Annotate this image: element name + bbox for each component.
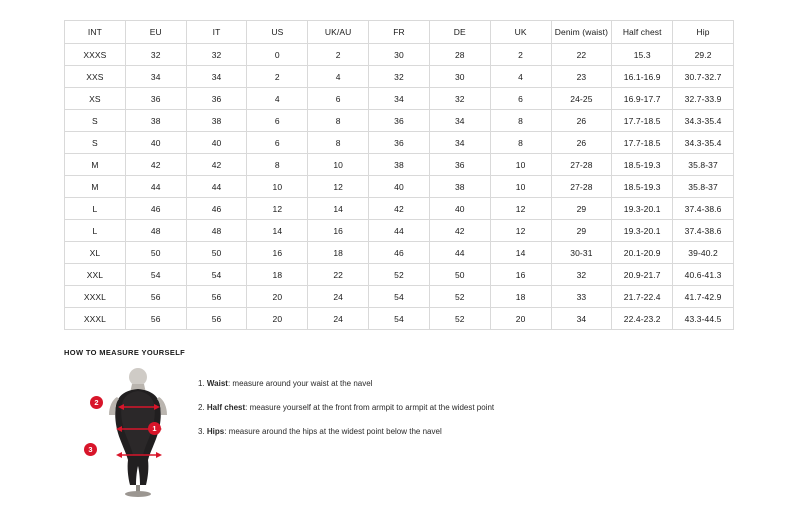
cell-it: 56 bbox=[186, 308, 247, 330]
cell-fr: 44 bbox=[369, 220, 430, 242]
measure-badge-1: 1 bbox=[148, 422, 161, 435]
cell-it: 34 bbox=[186, 66, 247, 88]
cell-us: 20 bbox=[247, 308, 308, 330]
cell-it: 50 bbox=[186, 242, 247, 264]
cell-it: 48 bbox=[186, 220, 247, 242]
cell-uk-au: 8 bbox=[308, 132, 369, 154]
cell-eu: 56 bbox=[125, 286, 186, 308]
column-header-denim-waist: Denim (waist) bbox=[551, 21, 612, 44]
cell-fr: 40 bbox=[369, 176, 430, 198]
cell-denim-waist: 24-25 bbox=[551, 88, 612, 110]
cell-us: 6 bbox=[247, 132, 308, 154]
cell-uk: 6 bbox=[490, 88, 551, 110]
cell-denim-waist: 23 bbox=[551, 66, 612, 88]
cell-eu: 36 bbox=[125, 88, 186, 110]
measure-note-term: Hips bbox=[206, 426, 225, 436]
cell-it: 36 bbox=[186, 88, 247, 110]
mannequin-illustration bbox=[92, 367, 184, 497]
cell-us: 2 bbox=[247, 66, 308, 88]
cell-eu: 38 bbox=[125, 110, 186, 132]
mannequin-figure-container bbox=[64, 367, 184, 497]
column-header-int: INT bbox=[65, 21, 126, 44]
cell-int: XXXL bbox=[65, 286, 126, 308]
table-row bbox=[65, 176, 734, 198]
cell-uk-au: 10 bbox=[308, 154, 369, 176]
measure-note-hips bbox=[198, 427, 494, 438]
cell-uk-au: 24 bbox=[308, 308, 369, 330]
column-header-eu: EU bbox=[125, 21, 186, 44]
measure-note-text: : measure yourself at the front from armpit to armpit at the widest point bbox=[245, 402, 495, 412]
cell-us: 0 bbox=[247, 44, 308, 66]
cell-de: 42 bbox=[429, 220, 490, 242]
cell-it: 54 bbox=[186, 264, 247, 286]
cell-uk: 12 bbox=[490, 220, 551, 242]
cell-de: 34 bbox=[429, 132, 490, 154]
cell-denim-waist: 33 bbox=[551, 286, 612, 308]
cell-eu: 40 bbox=[125, 132, 186, 154]
cell-it: 40 bbox=[186, 132, 247, 154]
cell-hip: 37.4-38.6 bbox=[673, 198, 734, 220]
cell-de: 32 bbox=[429, 88, 490, 110]
cell-it: 38 bbox=[186, 110, 247, 132]
cell-de: 30 bbox=[429, 66, 490, 88]
cell-hip: 35.8-37 bbox=[673, 176, 734, 198]
table-row bbox=[65, 132, 734, 154]
cell-hip: 40.6-41.3 bbox=[673, 264, 734, 286]
cell-denim-waist: 29 bbox=[551, 198, 612, 220]
cell-int: XL bbox=[65, 242, 126, 264]
cell-half-chest: 16.9-17.7 bbox=[612, 88, 673, 110]
table-row bbox=[65, 44, 734, 66]
cell-half-chest: 20.1-20.9 bbox=[612, 242, 673, 264]
cell-uk-au: 8 bbox=[308, 110, 369, 132]
size-chart-table bbox=[64, 20, 734, 330]
cell-fr: 46 bbox=[369, 242, 430, 264]
cell-eu: 32 bbox=[125, 44, 186, 66]
table-row bbox=[65, 264, 734, 286]
cell-de: 52 bbox=[429, 308, 490, 330]
cell-fr: 54 bbox=[369, 308, 430, 330]
measure-note-half-chest bbox=[198, 403, 494, 414]
cell-hip: 39-40.2 bbox=[673, 242, 734, 264]
cell-uk-au: 14 bbox=[308, 198, 369, 220]
table-row bbox=[65, 66, 734, 88]
measure-badge-2: 2 bbox=[90, 396, 103, 409]
cell-uk: 10 bbox=[490, 176, 551, 198]
cell-de: 34 bbox=[429, 110, 490, 132]
table-body bbox=[65, 44, 734, 330]
cell-hip: 34.3-35.4 bbox=[673, 110, 734, 132]
cell-fr: 36 bbox=[369, 132, 430, 154]
measure-note-waist bbox=[198, 379, 494, 390]
cell-int: S bbox=[65, 132, 126, 154]
column-header-uk: UK bbox=[490, 21, 551, 44]
cell-eu: 46 bbox=[125, 198, 186, 220]
cell-uk-au: 16 bbox=[308, 220, 369, 242]
table-row bbox=[65, 198, 734, 220]
cell-uk-au: 22 bbox=[308, 264, 369, 286]
table-row bbox=[65, 88, 734, 110]
cell-us: 14 bbox=[247, 220, 308, 242]
measure-notes-list bbox=[198, 367, 494, 450]
cell-int: XXXS bbox=[65, 44, 126, 66]
cell-fr: 42 bbox=[369, 198, 430, 220]
cell-hip: 34.3-35.4 bbox=[673, 132, 734, 154]
cell-int: XXXL bbox=[65, 308, 126, 330]
cell-uk-au: 12 bbox=[308, 176, 369, 198]
cell-half-chest: 17.7-18.5 bbox=[612, 132, 673, 154]
cell-denim-waist: 26 bbox=[551, 132, 612, 154]
cell-us: 18 bbox=[247, 264, 308, 286]
cell-half-chest: 21.7-22.4 bbox=[612, 286, 673, 308]
cell-uk-au: 6 bbox=[308, 88, 369, 110]
table-header bbox=[65, 21, 734, 44]
cell-eu: 44 bbox=[125, 176, 186, 198]
table-row bbox=[65, 154, 734, 176]
cell-uk-au: 18 bbox=[308, 242, 369, 264]
measure-note-number: 2. bbox=[198, 402, 205, 412]
table-row bbox=[65, 308, 734, 330]
cell-hip: 43.3-44.5 bbox=[673, 308, 734, 330]
cell-half-chest: 19.3-20.1 bbox=[612, 198, 673, 220]
cell-eu: 56 bbox=[125, 308, 186, 330]
table-row bbox=[65, 286, 734, 308]
cell-int: S bbox=[65, 110, 126, 132]
cell-half-chest: 22.4-23.2 bbox=[612, 308, 673, 330]
cell-int: L bbox=[65, 220, 126, 242]
cell-uk: 4 bbox=[490, 66, 551, 88]
cell-denim-waist: 32 bbox=[551, 264, 612, 286]
measure-note-text: : measure around your waist at the navel bbox=[227, 379, 373, 388]
cell-int: XXL bbox=[65, 264, 126, 286]
cell-eu: 50 bbox=[125, 242, 186, 264]
column-header-fr: FR bbox=[369, 21, 430, 44]
measure-note-text: : measure around the hips at the widest point below the navel bbox=[224, 426, 442, 436]
how-to-measure-title: HOW TO MEASURE YOURSELF bbox=[64, 348, 186, 357]
cell-denim-waist: 34 bbox=[551, 308, 612, 330]
cell-denim-waist: 22 bbox=[551, 44, 612, 66]
table-row bbox=[65, 110, 734, 132]
cell-us: 20 bbox=[247, 286, 308, 308]
cell-fr: 38 bbox=[369, 154, 430, 176]
cell-hip: 30.7-32.7 bbox=[673, 66, 734, 88]
cell-de: 44 bbox=[429, 242, 490, 264]
cell-half-chest: 18.5-19.3 bbox=[612, 176, 673, 198]
cell-half-chest: 16.1-16.9 bbox=[612, 66, 673, 88]
cell-us: 4 bbox=[247, 88, 308, 110]
column-header-us: US bbox=[247, 21, 308, 44]
cell-uk: 18 bbox=[490, 286, 551, 308]
cell-it: 56 bbox=[186, 286, 247, 308]
cell-us: 6 bbox=[247, 110, 308, 132]
cell-de: 40 bbox=[429, 198, 490, 220]
cell-uk-au: 2 bbox=[308, 44, 369, 66]
cell-denim-waist: 27-28 bbox=[551, 154, 612, 176]
cell-int: L bbox=[65, 198, 126, 220]
cell-int: XXS bbox=[65, 66, 126, 88]
measure-note-term: Half chest bbox=[206, 402, 246, 412]
cell-us: 12 bbox=[247, 198, 308, 220]
cell-denim-waist: 27-28 bbox=[551, 176, 612, 198]
cell-half-chest: 19.3-20.1 bbox=[612, 220, 673, 242]
cell-de: 52 bbox=[429, 286, 490, 308]
cell-it: 44 bbox=[186, 176, 247, 198]
cell-eu: 34 bbox=[125, 66, 186, 88]
cell-int: XS bbox=[65, 88, 126, 110]
measure-badge-3: 3 bbox=[84, 443, 97, 456]
cell-eu: 48 bbox=[125, 220, 186, 242]
cell-hip: 32.7-33.9 bbox=[673, 88, 734, 110]
cell-uk-au: 24 bbox=[308, 286, 369, 308]
cell-denim-waist: 29 bbox=[551, 220, 612, 242]
column-header-hip: Hip bbox=[673, 21, 734, 44]
column-header-it: IT bbox=[186, 21, 247, 44]
how-to-measure-section bbox=[64, 348, 734, 497]
cell-fr: 36 bbox=[369, 110, 430, 132]
cell-fr: 34 bbox=[369, 88, 430, 110]
cell-fr: 52 bbox=[369, 264, 430, 286]
cell-de: 28 bbox=[429, 44, 490, 66]
cell-fr: 32 bbox=[369, 66, 430, 88]
measure-note-number: 1. bbox=[198, 379, 205, 388]
column-header-half-chest: Half chest bbox=[612, 21, 673, 44]
column-header-de: DE bbox=[429, 21, 490, 44]
table-header-row bbox=[65, 21, 734, 44]
cell-uk: 12 bbox=[490, 198, 551, 220]
cell-half-chest: 20.9-21.7 bbox=[612, 264, 673, 286]
cell-uk: 8 bbox=[490, 132, 551, 154]
cell-it: 46 bbox=[186, 198, 247, 220]
column-header-uk-au: UK/AU bbox=[308, 21, 369, 44]
cell-half-chest: 15.3 bbox=[612, 44, 673, 66]
cell-us: 16 bbox=[247, 242, 308, 264]
cell-de: 38 bbox=[429, 176, 490, 198]
cell-fr: 54 bbox=[369, 286, 430, 308]
cell-de: 36 bbox=[429, 154, 490, 176]
cell-eu: 54 bbox=[125, 264, 186, 286]
cell-half-chest: 18.5-19.3 bbox=[612, 154, 673, 176]
measure-note-term: Waist bbox=[206, 379, 228, 388]
cell-uk: 2 bbox=[490, 44, 551, 66]
cell-uk: 14 bbox=[490, 242, 551, 264]
table-row bbox=[65, 220, 734, 242]
cell-de: 50 bbox=[429, 264, 490, 286]
cell-denim-waist: 26 bbox=[551, 110, 612, 132]
cell-eu: 42 bbox=[125, 154, 186, 176]
cell-it: 42 bbox=[186, 154, 247, 176]
cell-it: 32 bbox=[186, 44, 247, 66]
cell-hip: 37.4-38.6 bbox=[673, 220, 734, 242]
cell-uk: 20 bbox=[490, 308, 551, 330]
cell-int: M bbox=[65, 176, 126, 198]
cell-uk: 8 bbox=[490, 110, 551, 132]
table-row bbox=[65, 242, 734, 264]
cell-uk: 10 bbox=[490, 154, 551, 176]
cell-uk-au: 4 bbox=[308, 66, 369, 88]
cell-fr: 30 bbox=[369, 44, 430, 66]
how-to-measure-body bbox=[64, 367, 734, 497]
cell-int: M bbox=[65, 154, 126, 176]
cell-us: 8 bbox=[247, 154, 308, 176]
cell-half-chest: 17.7-18.5 bbox=[612, 110, 673, 132]
cell-hip: 29.2 bbox=[673, 44, 734, 66]
cell-us: 10 bbox=[247, 176, 308, 198]
size-chart-table-container bbox=[64, 20, 734, 330]
cell-hip: 41.7-42.9 bbox=[673, 286, 734, 308]
measure-note-number: 3. bbox=[198, 426, 205, 436]
cell-denim-waist: 30-31 bbox=[551, 242, 612, 264]
cell-uk: 16 bbox=[490, 264, 551, 286]
cell-hip: 35.8-37 bbox=[673, 154, 734, 176]
